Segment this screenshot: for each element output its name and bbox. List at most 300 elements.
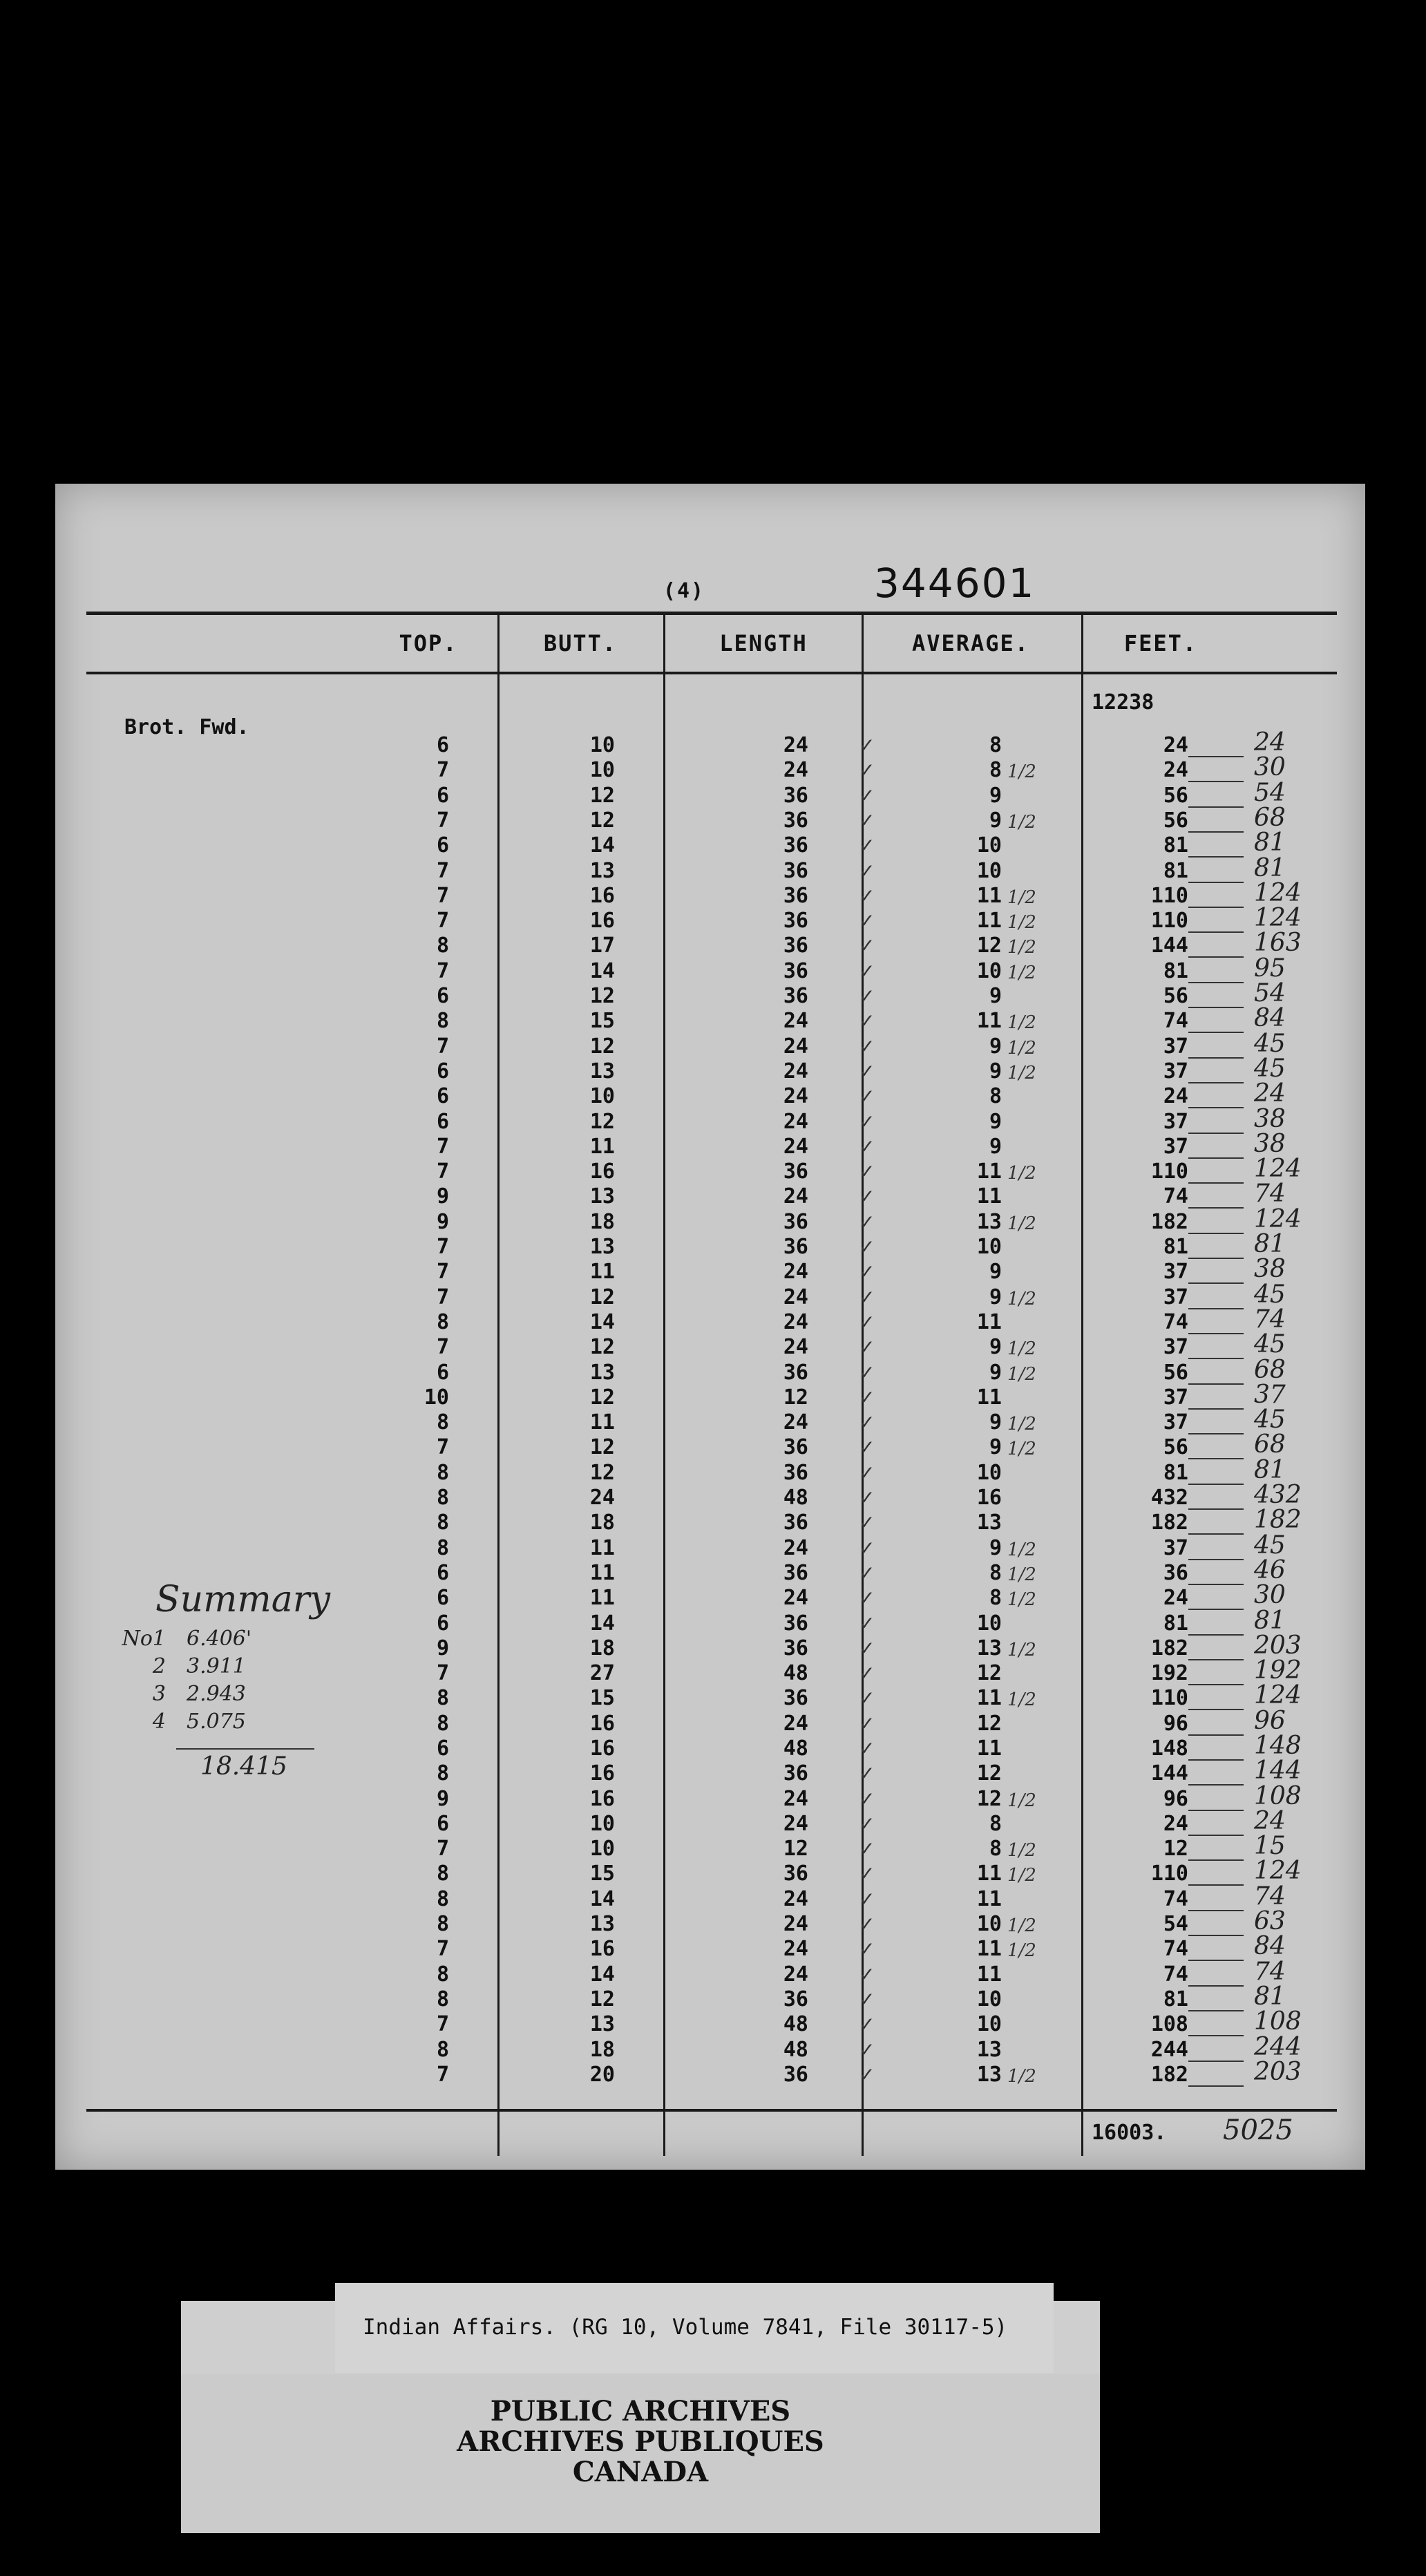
cell-feet: 182 <box>1150 1636 1188 1660</box>
cell-feet: 144 <box>1150 1761 1188 1786</box>
feet-underline <box>1188 2085 1244 2087</box>
cell-length: 24 <box>783 1410 808 1434</box>
check-mark-icon: ✓ <box>859 1712 875 1735</box>
cell-average: 10 <box>976 833 1002 858</box>
cell-running-feet: 81 <box>1254 1982 1286 2011</box>
feet-underline <box>1188 2061 1244 2062</box>
cell-butt: 13 <box>589 1235 615 1259</box>
cell-average-half: 1/2 <box>1007 1865 1036 1886</box>
cell-average-half: 1/2 <box>1007 1689 1036 1710</box>
feet-underline <box>1188 1960 1244 1961</box>
feet-underline <box>1188 1584 1244 1585</box>
cell-length: 36 <box>783 1561 808 1585</box>
feet-underline <box>1188 781 1244 782</box>
cell-top: 8 <box>436 1912 449 1936</box>
cell-length: 24 <box>783 1009 808 1033</box>
cell-top: 9 <box>436 1184 449 1209</box>
feet-underline <box>1188 1734 1244 1736</box>
cell-running-feet: 30 <box>1254 1581 1286 1609</box>
cell-average: 10 <box>976 1235 1002 1259</box>
col-divider-2 <box>663 612 665 2156</box>
cell-average-half: 1/2 <box>1007 2066 1036 2087</box>
cell-running-feet: 45 <box>1254 1054 1286 1083</box>
cell-running-feet: 68 <box>1254 804 1286 832</box>
header-feet: FEET. <box>1123 630 1198 656</box>
check-mark-icon: ✓ <box>859 1662 875 1685</box>
cell-length: 36 <box>783 1210 808 1234</box>
cell-top: 8 <box>436 1862 449 1886</box>
summary-title: Summary <box>155 1579 330 1620</box>
cell-length: 36 <box>783 1862 808 1886</box>
cell-length: 48 <box>783 2012 808 2036</box>
cell-feet: 144 <box>1150 934 1188 958</box>
cell-running-feet: 144 <box>1254 1756 1302 1785</box>
cell-running-feet: 148 <box>1254 1732 1302 1760</box>
cell-butt: 16 <box>589 1937 615 1961</box>
cell-butt: 14 <box>589 1887 615 1911</box>
cell-average-half: 1/2 <box>1007 1364 1036 1385</box>
cell-length: 24 <box>783 1184 808 1209</box>
cell-running-feet: 108 <box>1254 1782 1302 1810</box>
cell-butt: 14 <box>589 1962 615 1987</box>
brought-forward-feet: 12238 <box>1092 690 1154 714</box>
feet-underline <box>1188 1659 1244 1660</box>
cell-average: 9 <box>989 984 1002 1008</box>
cell-average: 9 <box>989 784 1002 808</box>
feet-underline <box>1188 1032 1244 1033</box>
cell-top: 9 <box>436 1636 449 1660</box>
cell-length: 36 <box>783 1435 808 1459</box>
cell-top: 9 <box>436 1787 449 1811</box>
archive-line-2: ARCHIVES PUBLIQUES <box>457 2425 824 2458</box>
cell-top: 8 <box>436 1009 449 1033</box>
cell-length: 24 <box>783 758 808 782</box>
cell-top: 7 <box>436 2063 449 2087</box>
cell-running-feet: 432 <box>1254 1481 1302 1509</box>
cell-average: 9 <box>989 1536 1002 1560</box>
check-mark-icon: ✓ <box>859 1135 875 1158</box>
cell-running-feet: 74 <box>1254 1882 1286 1911</box>
cell-length: 36 <box>783 959 808 983</box>
cell-length: 24 <box>783 1536 808 1560</box>
feet-underline <box>1188 1559 1244 1560</box>
cell-top: 8 <box>436 934 449 958</box>
summary-row-label: 2 <box>152 1654 166 1678</box>
check-mark-icon: ✓ <box>859 1587 875 1609</box>
cell-feet: 74 <box>1163 1310 1188 1334</box>
summary-block <box>111 1579 387 1807</box>
cell-feet: 74 <box>1163 1009 1188 1033</box>
feet-underline <box>1188 1207 1244 1209</box>
cell-running-feet: 124 <box>1254 1681 1302 1710</box>
cell-butt: 13 <box>589 1361 615 1385</box>
cell-feet: 37 <box>1163 1110 1188 1134</box>
cell-top: 6 <box>436 1611 449 1636</box>
check-mark-icon: ✓ <box>859 1185 875 1208</box>
cell-butt: 12 <box>589 1034 615 1059</box>
cell-running-feet: 192 <box>1254 1656 1302 1685</box>
cell-average: 11 <box>976 884 1002 908</box>
cell-top: 7 <box>436 884 449 908</box>
cell-feet: 244 <box>1150 2038 1188 2062</box>
cell-running-feet: 38 <box>1254 1130 1286 1158</box>
cell-feet: 37 <box>1163 1385 1188 1410</box>
cell-butt: 16 <box>589 909 615 933</box>
cell-average: 11 <box>976 1862 1002 1886</box>
cell-running-feet: 203 <box>1254 2058 1302 2086</box>
feet-underline <box>1188 856 1244 858</box>
cell-running-feet: 81 <box>1254 828 1286 857</box>
cell-top: 6 <box>436 1361 449 1385</box>
check-mark-icon: ✓ <box>859 1511 875 1534</box>
cell-butt: 16 <box>589 1159 615 1184</box>
cell-running-feet: 124 <box>1254 1155 1302 1183</box>
cell-feet: 148 <box>1150 1736 1188 1761</box>
cell-feet: 12 <box>1163 1837 1188 1861</box>
cell-feet: 24 <box>1163 758 1188 782</box>
cell-feet: 37 <box>1163 1135 1188 1159</box>
cell-feet: 24 <box>1163 1812 1188 1836</box>
feet-underline <box>1188 1684 1244 1685</box>
feet-underline <box>1188 1133 1244 1134</box>
feet-underline <box>1188 1935 1244 1936</box>
cell-running-feet: 163 <box>1254 929 1302 957</box>
cell-feet: 24 <box>1163 1084 1188 1108</box>
cell-butt: 12 <box>589 984 615 1008</box>
cell-top: 7 <box>436 2012 449 2036</box>
summary-underline <box>176 1748 314 1750</box>
check-mark-icon: ✓ <box>859 1537 875 1560</box>
cell-average: 11 <box>976 1385 1002 1410</box>
feet-underline <box>1188 1709 1244 1710</box>
cell-length: 24 <box>783 1034 808 1059</box>
cell-butt: 18 <box>589 1636 615 1660</box>
cell-top: 6 <box>436 1561 449 1585</box>
cell-top: 8 <box>436 1510 449 1535</box>
cell-average: 11 <box>976 909 1002 933</box>
cell-average: 12 <box>976 1787 1002 1811</box>
cell-top: 7 <box>436 1937 449 1961</box>
cell-average: 12 <box>976 1761 1002 1786</box>
feet-underline <box>1188 1759 1244 1761</box>
cell-length: 24 <box>783 1586 808 1610</box>
final-total-handwritten: 5025 <box>1223 2114 1293 2146</box>
cell-butt: 13 <box>589 2012 615 2036</box>
cell-feet: 74 <box>1163 1184 1188 1209</box>
cell-length: 24 <box>783 733 808 757</box>
archive-reference: Indian Affairs. (RG 10, Volume 7841, File 30117-5) <box>363 2315 1008 2340</box>
cell-average: 9 <box>989 1410 1002 1434</box>
cell-running-feet: 45 <box>1254 1531 1286 1560</box>
cell-top: 8 <box>436 1486 449 1510</box>
check-mark-icon: ✓ <box>859 1035 875 1058</box>
feet-underline <box>1188 982 1244 983</box>
check-mark-icon: ✓ <box>859 934 875 957</box>
cell-length: 24 <box>783 1937 808 1961</box>
ledger-page <box>55 484 1365 2170</box>
cell-top: 8 <box>436 1310 449 1334</box>
cell-length: 48 <box>783 1486 808 1510</box>
cell-running-feet: 124 <box>1254 1205 1302 1233</box>
cell-top: 6 <box>436 833 449 858</box>
header-butt: BUTT. <box>543 630 618 656</box>
cell-average: 9 <box>989 1435 1002 1459</box>
cell-butt: 27 <box>589 1661 615 1685</box>
cell-top: 8 <box>436 1536 449 1560</box>
check-mark-icon: ✓ <box>859 1637 875 1660</box>
check-mark-icon: ✓ <box>859 809 875 832</box>
col-divider-1 <box>497 612 500 2156</box>
cell-feet: 81 <box>1163 1611 1188 1636</box>
cell-top: 7 <box>436 1661 449 1685</box>
cell-butt: 14 <box>589 1310 615 1334</box>
header-length: LENGTH <box>719 630 808 656</box>
cell-feet: 37 <box>1163 1410 1188 1434</box>
cell-feet: 110 <box>1150 1862 1188 1886</box>
cell-butt: 16 <box>589 1787 615 1811</box>
cell-top: 7 <box>436 1335 449 1359</box>
cell-butt: 13 <box>589 859 615 883</box>
check-mark-icon: ✓ <box>859 1963 875 1986</box>
feet-underline <box>1188 1358 1244 1359</box>
cell-feet: 56 <box>1163 1361 1188 1385</box>
cell-top: 7 <box>436 1435 449 1459</box>
cell-length: 36 <box>783 909 808 933</box>
cell-running-feet: 45 <box>1254 1330 1286 1358</box>
cell-average: 12 <box>976 934 1002 958</box>
check-mark-icon: ✓ <box>859 1110 875 1133</box>
cell-average-half: 1/2 <box>1007 1640 1036 1660</box>
cell-butt: 14 <box>589 833 615 858</box>
cell-length: 36 <box>783 1510 808 1535</box>
cell-running-feet: 74 <box>1254 1180 1286 1208</box>
cell-top: 7 <box>436 1837 449 1861</box>
cell-feet: 192 <box>1150 1661 1188 1685</box>
cell-average: 8 <box>989 758 1002 782</box>
cell-average: 9 <box>989 1335 1002 1359</box>
feet-underline <box>1188 1634 1244 1636</box>
cell-top: 8 <box>436 1686 449 1710</box>
cell-average: 8 <box>989 1084 1002 1108</box>
feet-underline <box>1188 1859 1244 1861</box>
cell-top: 6 <box>436 1736 449 1761</box>
cell-length: 24 <box>783 1285 808 1309</box>
cell-top: 7 <box>436 959 449 983</box>
cell-feet: 81 <box>1163 859 1188 883</box>
cell-butt: 10 <box>589 733 615 757</box>
cell-running-feet: 68 <box>1254 1356 1286 1384</box>
check-mark-icon: ✓ <box>859 1386 875 1409</box>
cell-butt: 16 <box>589 1712 615 1736</box>
cell-average: 11 <box>976 1310 1002 1334</box>
cell-butt: 16 <box>589 1736 615 1761</box>
header-average: AVERAGE. <box>911 630 1030 656</box>
summary-total: 18.415 <box>200 1752 287 1781</box>
cell-top: 9 <box>436 1210 449 1234</box>
cell-length: 24 <box>783 1135 808 1159</box>
cell-average: 11 <box>976 1159 1002 1184</box>
cell-average-half: 1/2 <box>1007 1790 1036 1811</box>
cell-feet: 182 <box>1150 2063 1188 2087</box>
cell-length: 36 <box>783 1987 808 2011</box>
feet-underline <box>1188 1282 1244 1284</box>
check-mark-icon: ✓ <box>859 1762 875 1785</box>
summary-row-value: 5.075 <box>187 1710 246 1734</box>
col-divider-4 <box>1081 612 1083 2156</box>
cell-butt: 12 <box>589 1435 615 1459</box>
cell-average-half: 1/2 <box>1007 812 1036 833</box>
cell-length: 48 <box>783 1736 808 1761</box>
cell-running-feet: 37 <box>1254 1381 1286 1409</box>
feet-underline <box>1188 756 1244 757</box>
summary-row-label: 4 <box>152 1710 166 1734</box>
check-mark-icon: ✓ <box>859 734 875 757</box>
cell-average: 13 <box>976 2038 1002 2062</box>
check-mark-icon: ✓ <box>859 1160 875 1183</box>
cell-butt: 10 <box>589 1837 615 1861</box>
check-mark-icon: ✓ <box>859 860 875 882</box>
cell-top: 6 <box>436 733 449 757</box>
cell-length: 24 <box>783 1084 808 1108</box>
feet-underline <box>1188 1308 1244 1309</box>
cell-length: 24 <box>783 1335 808 1359</box>
cell-average-half: 1/2 <box>1007 937 1036 958</box>
document-number: 344601 <box>874 560 1036 607</box>
check-mark-icon: ✓ <box>859 884 875 907</box>
feet-underline <box>1188 1082 1244 1083</box>
cell-length: 36 <box>783 833 808 858</box>
cell-average-half: 1/2 <box>1007 1564 1036 1585</box>
cell-feet: 81 <box>1163 959 1188 983</box>
cell-running-feet: 81 <box>1254 854 1286 882</box>
cell-average-half: 1/2 <box>1007 761 1036 782</box>
feet-underline <box>1188 1508 1244 1510</box>
cell-running-feet: 81 <box>1254 1230 1286 1258</box>
cell-butt: 18 <box>589 1210 615 1234</box>
cell-average: 8 <box>989 1586 1002 1610</box>
cell-length: 36 <box>783 934 808 958</box>
cell-top: 6 <box>436 1812 449 1836</box>
cell-average: 11 <box>976 1736 1002 1761</box>
cell-butt: 11 <box>589 1536 615 1560</box>
cell-feet: 24 <box>1163 733 1188 757</box>
cell-length: 24 <box>783 1787 808 1811</box>
check-mark-icon: ✓ <box>859 1837 875 1860</box>
check-mark-icon: ✓ <box>859 2038 875 2061</box>
check-mark-icon: ✓ <box>859 1913 875 1935</box>
cell-length: 36 <box>783 1686 808 1710</box>
cell-average: 13 <box>976 2063 1002 2087</box>
cell-average: 11 <box>976 1887 1002 1911</box>
summary-row-value: 2.943 <box>187 1682 246 1706</box>
cell-butt: 15 <box>589 1009 615 1033</box>
cell-running-feet: 68 <box>1254 1430 1286 1459</box>
feet-underline <box>1188 1458 1244 1459</box>
cell-length: 36 <box>783 859 808 883</box>
cell-running-feet: 38 <box>1254 1255 1286 1283</box>
cell-average-half: 1/2 <box>1007 1063 1036 1083</box>
summary-row-label: No1 <box>122 1627 166 1651</box>
check-mark-icon: ✓ <box>859 1687 875 1710</box>
cell-average: 12 <box>976 1661 1002 1685</box>
cell-feet: 81 <box>1163 1461 1188 1485</box>
cell-butt: 11 <box>589 1410 615 1434</box>
cell-running-feet: 30 <box>1254 753 1286 782</box>
cell-running-feet: 45 <box>1254 1405 1286 1434</box>
summary-row-value: 6.406' <box>187 1627 252 1651</box>
cell-butt: 14 <box>589 959 615 983</box>
cell-feet: 37 <box>1163 1034 1188 1059</box>
cell-running-feet: 54 <box>1254 779 1286 807</box>
cell-average-half: 1/2 <box>1007 1038 1036 1059</box>
cell-top: 7 <box>436 1159 449 1184</box>
cell-length: 36 <box>783 1761 808 1786</box>
cell-top: 7 <box>436 758 449 782</box>
check-mark-icon: ✓ <box>859 759 875 782</box>
cell-butt: 18 <box>589 2038 615 2062</box>
check-mark-icon: ✓ <box>859 1788 875 1810</box>
summary-row-label: 3 <box>152 1682 166 1706</box>
cell-running-feet: 54 <box>1254 979 1286 1007</box>
cell-butt: 17 <box>589 934 615 958</box>
cell-average: 13 <box>976 1210 1002 1234</box>
cell-top: 7 <box>436 1235 449 1259</box>
cell-feet: 96 <box>1163 1712 1188 1736</box>
check-mark-icon: ✓ <box>859 834 875 857</box>
check-mark-icon: ✓ <box>859 1436 875 1459</box>
header-rule-bottom <box>86 672 1337 674</box>
check-mark-icon: ✓ <box>859 1612 875 1635</box>
feet-underline <box>1188 1107 1244 1108</box>
cell-butt: 16 <box>589 884 615 908</box>
cell-feet: 81 <box>1163 833 1188 858</box>
feet-underline <box>1188 1182 1244 1184</box>
cell-feet: 74 <box>1163 1937 1188 1961</box>
cell-length: 24 <box>783 1310 808 1334</box>
cell-average: 10 <box>976 1912 1002 1936</box>
check-mark-icon: ✓ <box>859 1988 875 2011</box>
cell-butt: 10 <box>589 758 615 782</box>
feet-underline <box>1188 1007 1244 1008</box>
cell-top: 6 <box>436 1110 449 1134</box>
cell-length: 36 <box>783 1159 808 1184</box>
cell-length: 24 <box>783 1260 808 1284</box>
cell-top: 7 <box>436 859 449 883</box>
check-mark-icon: ✓ <box>859 1060 875 1083</box>
totals-rule <box>86 2109 1337 2112</box>
cell-top: 6 <box>436 1084 449 1108</box>
cell-length: 36 <box>783 2063 808 2087</box>
cell-running-feet: 84 <box>1254 1004 1286 1032</box>
cell-feet: 110 <box>1150 909 1188 933</box>
cell-running-feet: 45 <box>1254 1280 1286 1309</box>
cell-length: 36 <box>783 1636 808 1660</box>
cell-feet: 37 <box>1163 1536 1188 1560</box>
cell-top: 8 <box>436 1410 449 1434</box>
cell-length: 36 <box>783 1461 808 1485</box>
cell-butt: 11 <box>589 1561 615 1585</box>
cell-butt: 18 <box>589 1510 615 1535</box>
cell-average: 13 <box>976 1636 1002 1660</box>
cell-top: 8 <box>436 1712 449 1736</box>
cell-butt: 10 <box>589 1084 615 1108</box>
cell-feet: 37 <box>1163 1260 1188 1284</box>
feet-underline <box>1188 1910 1244 1911</box>
final-total-typed: 16003. <box>1092 2121 1167 2145</box>
cell-butt: 12 <box>589 1385 615 1410</box>
cell-butt: 12 <box>589 1335 615 1359</box>
cell-average: 12 <box>976 1712 1002 1736</box>
